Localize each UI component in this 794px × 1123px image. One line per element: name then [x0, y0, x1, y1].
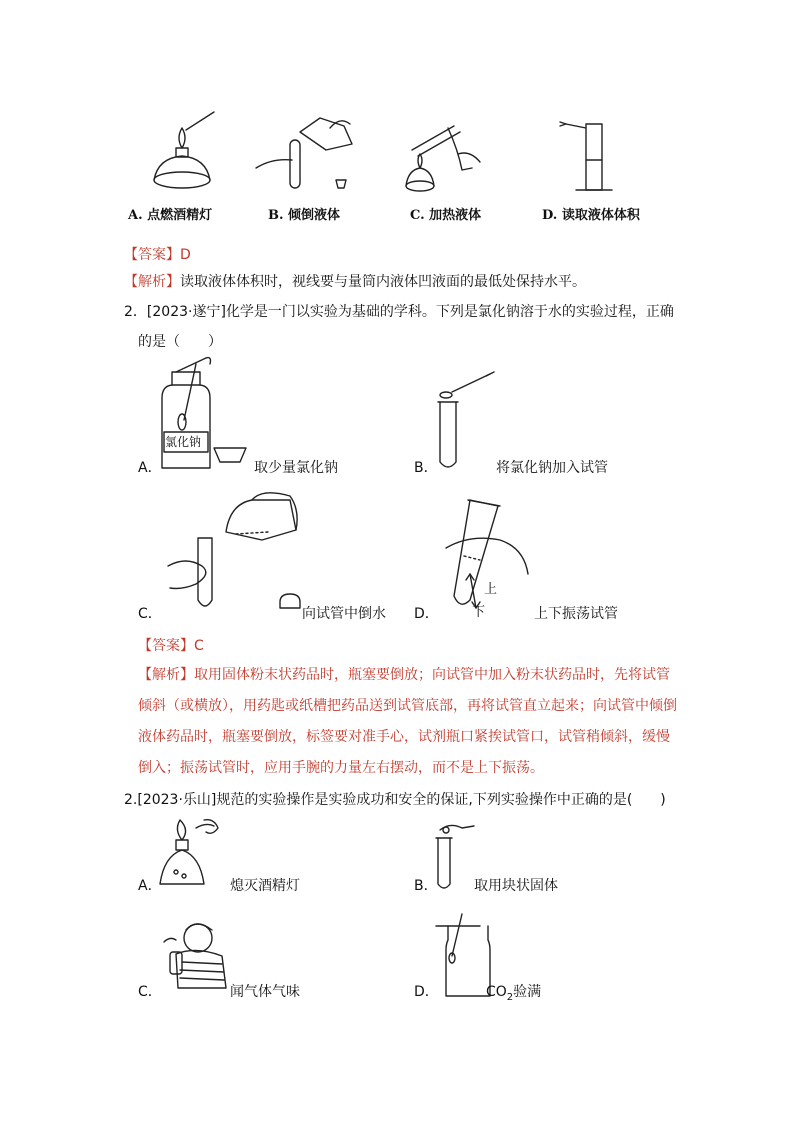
- q3-option-a-label: 熄灭酒精灯: [230, 878, 300, 894]
- question-source: [2023·遂宁]: [146, 304, 226, 320]
- answer-tag: 【答案】: [138, 638, 194, 654]
- q3-option-c-letter: C．: [138, 984, 162, 1000]
- q3-option-c-label: 闻气体气味: [230, 984, 300, 1000]
- q3-option-d-label: [486, 982, 541, 1008]
- question-stem: 化学是一门以实验为基础的学科。下列是氯化钠溶于水的实验过程，正确: [225, 304, 674, 320]
- figure-caption-a: A. 点燃酒精灯: [128, 208, 213, 223]
- analysis-tag: 【解析】: [124, 274, 180, 290]
- analysis-line: 液体药品时，瓶塞要倒放，标签要对准手心，试剂瓶口紧挨试管口，试管稍倾斜，缓慢: [138, 729, 670, 745]
- formula-suffix: 验满: [513, 984, 542, 1000]
- answer-tag: 【答案】: [124, 247, 180, 263]
- question-number: 2．: [124, 304, 147, 320]
- analysis-text: 取用固体粉末状药品时，瓶塞要倒放；向试管中加入粉末状药品时，先将试管: [194, 667, 670, 683]
- option-a-label: 取少量氯化钠: [254, 460, 338, 476]
- figure-caption-c: C. 加热液体: [410, 208, 482, 223]
- q3-option-d-letter: D．: [414, 984, 439, 1000]
- figure-caption-d: D. 读取液体体积: [542, 208, 640, 223]
- analysis-line: 倒入；振荡试管时，应用手腕的力量左右摆动，而不是上下振荡。: [138, 760, 544, 776]
- arrow-up-label: 上: [484, 582, 498, 597]
- option-c-letter: C．: [138, 606, 162, 622]
- question-stem: 规范的实验操作是实验成功和安全的保证,下列实验操作中正确的是( ): [216, 792, 666, 808]
- option-c-label: 向试管中倒水: [302, 606, 386, 622]
- option-a-letter: A．: [138, 460, 162, 476]
- q3-option-a-letter: A．: [138, 878, 162, 894]
- option-b-label: 将氯化钠加入试管: [496, 460, 608, 476]
- figure-caption-b: B. 倾倒液体: [268, 208, 341, 223]
- option-d-letter: D．: [414, 606, 439, 622]
- q3-option-b-label: 取用块状固体: [474, 878, 558, 894]
- option-d-label: 上下振荡试管: [534, 606, 618, 622]
- question-number: 2.: [124, 792, 138, 808]
- analysis-tag: 【解析】: [138, 667, 194, 683]
- answer-value: D: [180, 247, 191, 263]
- q2-stem-line2: 的是（ ）: [138, 334, 222, 350]
- option-b-letter: B．: [414, 460, 438, 476]
- analysis-line: 倾斜（或横放），用药匙或纸槽把药品送到试管底部，再将试管直立起来；向试管中倾倒: [138, 698, 677, 714]
- arrow-down-label: 下: [472, 605, 486, 620]
- formula-subscript: 2: [506, 991, 514, 1003]
- formula-co: CO: [486, 984, 507, 1000]
- question-source: [2023·乐山]: [137, 792, 217, 808]
- answer-value: C: [194, 638, 204, 654]
- q3-option-b-letter: B．: [414, 878, 438, 894]
- bottle-label: 氯化钠: [165, 435, 202, 449]
- analysis-text: 读取液体体积时，视线要与量筒内液体凹液面的最低处保持水平。: [180, 274, 586, 290]
